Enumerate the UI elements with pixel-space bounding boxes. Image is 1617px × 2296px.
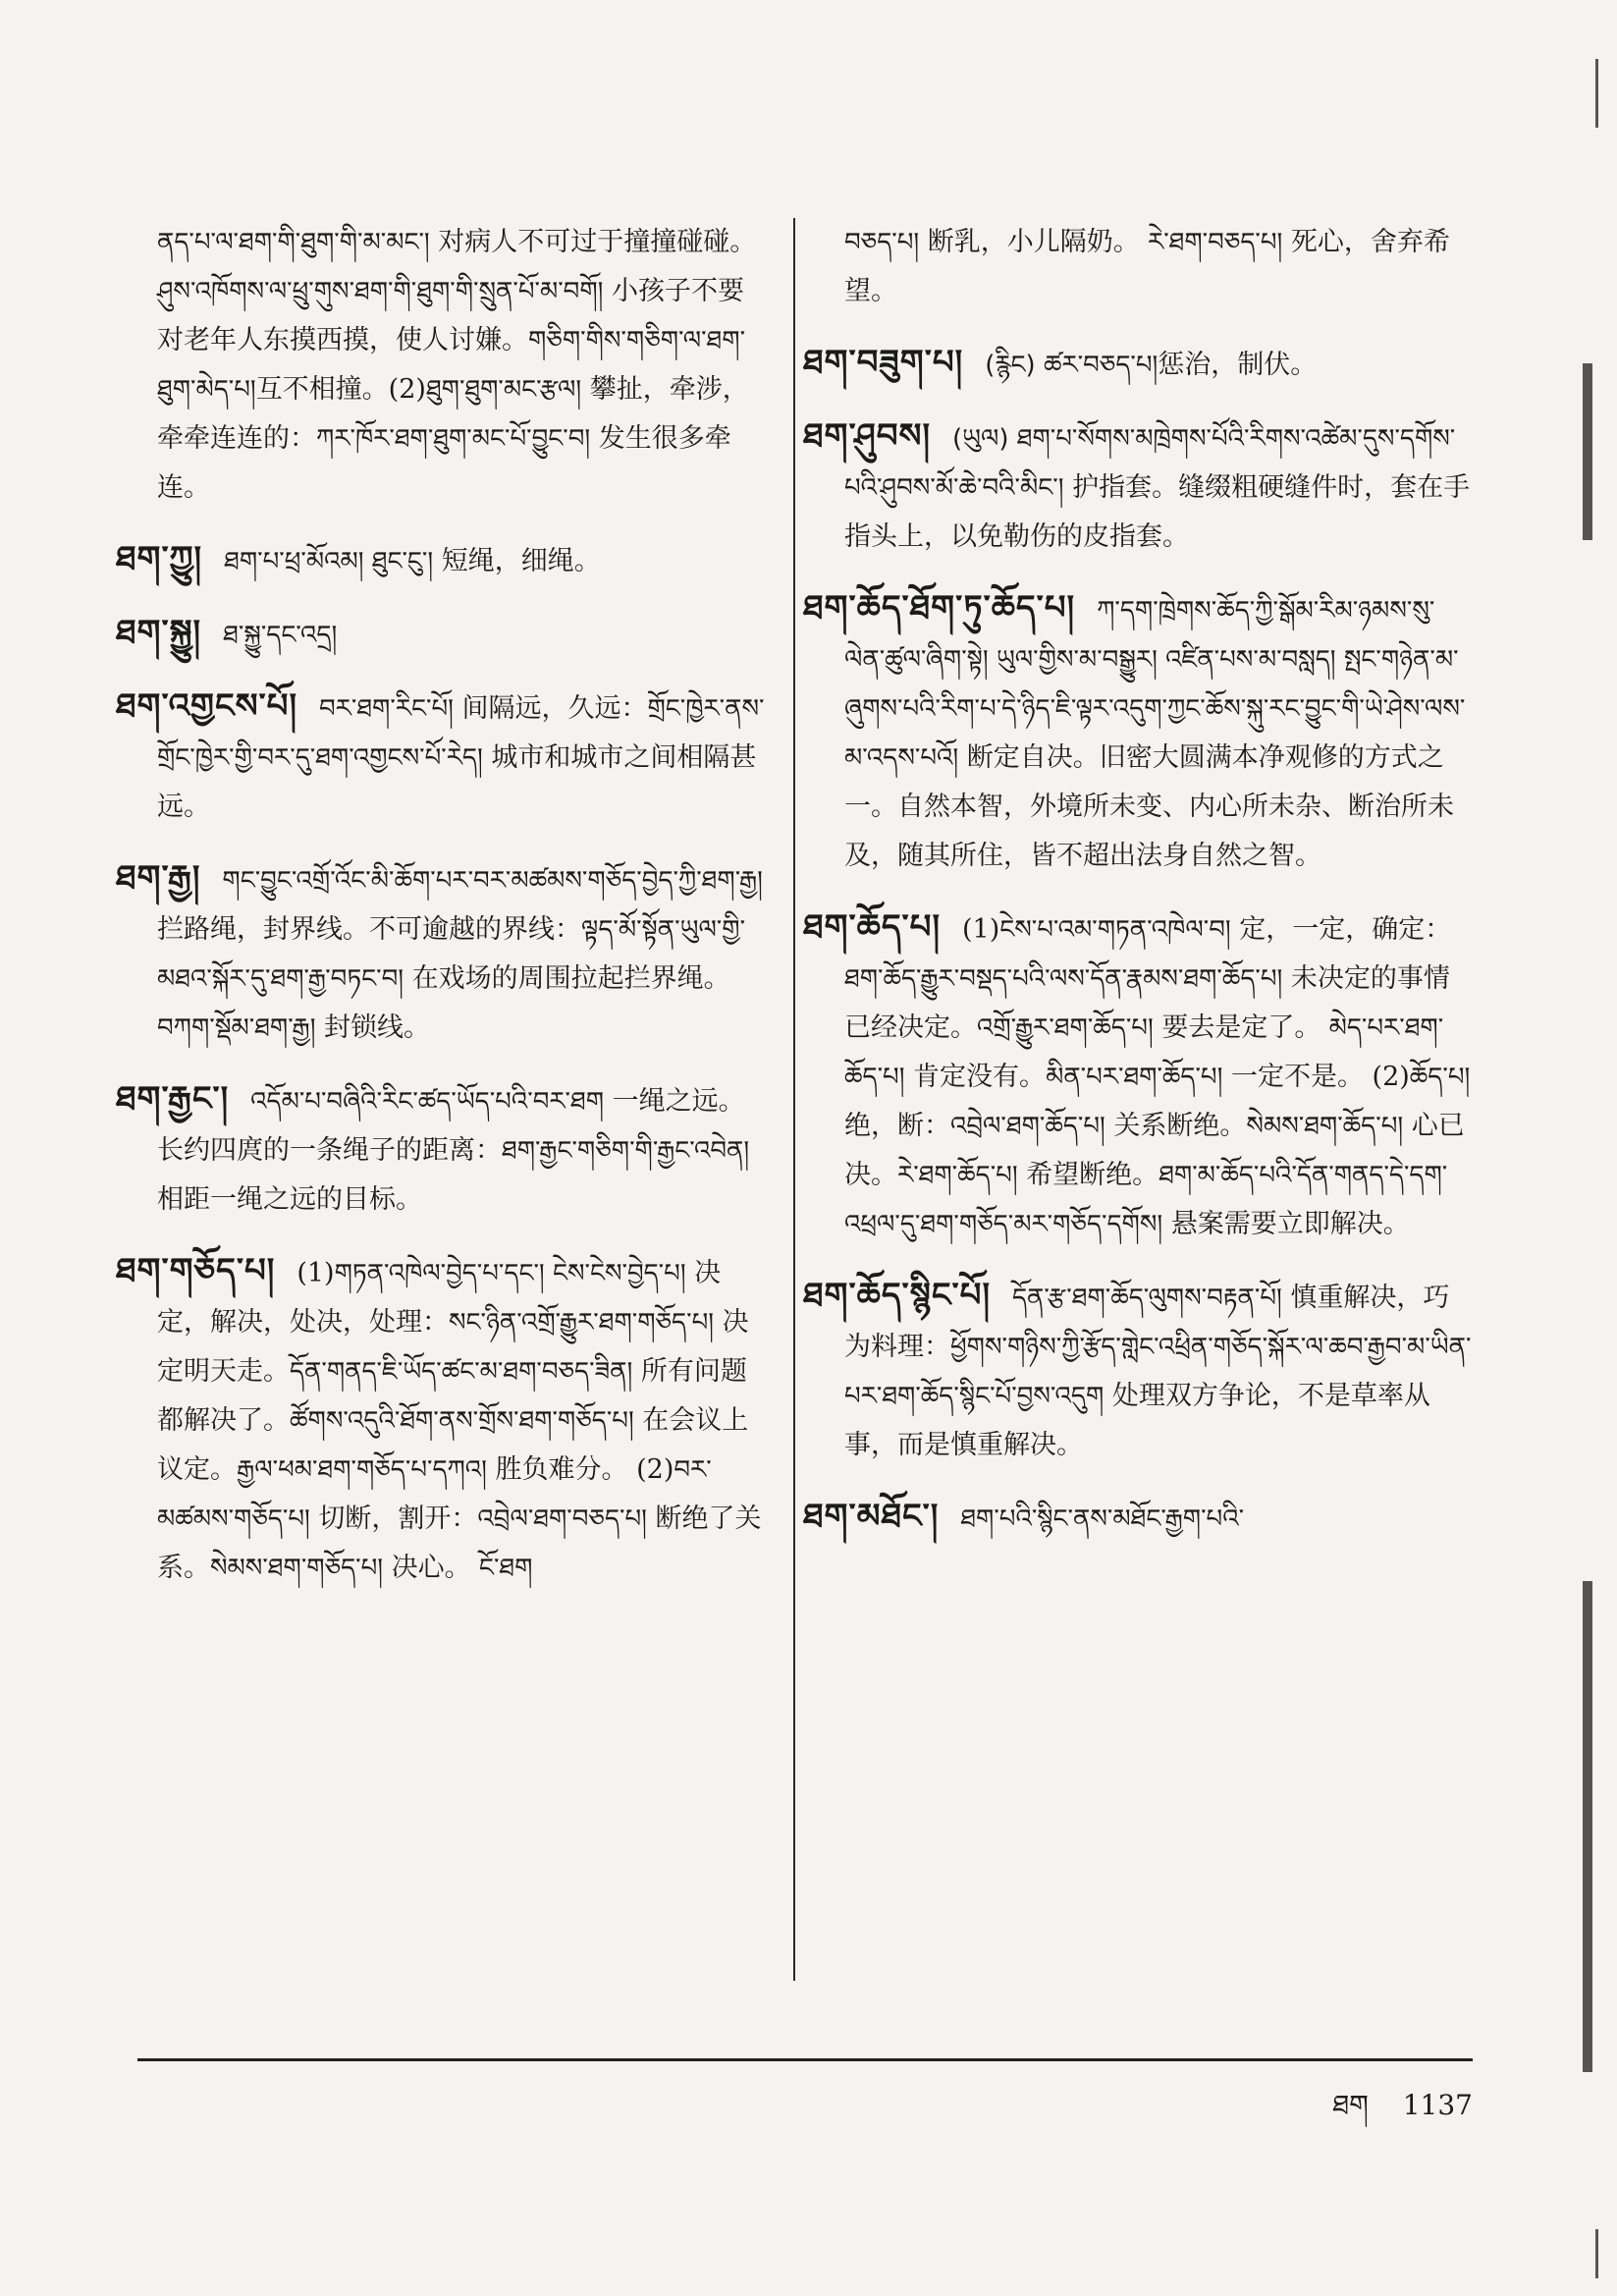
headword: ཐག་སྐྱུ། (116, 613, 202, 652)
chinese-text: 慎重解决，巧为料理： (844, 1283, 1450, 1362)
tibetan-text: ཐག་པ་ཕྲ་མོའམ། ཐུང་ངུ་། (224, 547, 434, 576)
tibetan-text: ཐུག་ཐུག་མང་རྩལ། (425, 375, 582, 405)
tibetan-text: མིན་པར་ཐག་ཆོད་པ། (1046, 1063, 1223, 1092)
chinese-text: 肯定没有。 (904, 1062, 1047, 1092)
tibetan-text: བཀག་སྡོམ་ཐག་རྒྱ། (157, 1013, 316, 1043)
column-divider (793, 218, 795, 1981)
dictionary-entry (116, 608, 766, 660)
tibetan-text: སེམས་ཐག་ཆོད་པ། (1246, 1112, 1404, 1141)
chinese-text: 要去是定了。 (1153, 1012, 1321, 1043)
tibetan-text: དོན་རྩ་ཐག་ཆོད་ལུགས་བརྟན་པོ། (1012, 1284, 1282, 1313)
tibetan-text: གྲོང་ཁྱེར་ནས་གྲོང་ཁྱེར་གྱི་བར་དུ་ཐག་འགྱངས་པོ་རེད། (157, 694, 765, 773)
tibetan-text: ཐ་སྐྱུ་དང་འདྲ། (223, 621, 338, 650)
tibetan-text: ངེས་པ་འམ་གཏན་འཁེལ་བ། (999, 915, 1231, 945)
dictionary-entry (803, 902, 1473, 1249)
dictionary-entry (803, 1271, 1473, 1470)
chinese-text: 心已决。 (844, 1111, 1465, 1190)
chinese-text: 切断，割开： (309, 1503, 478, 1534)
page-number: 1137 (1402, 2089, 1473, 2121)
chinese-text: 所有问题都解决了。 (157, 1356, 747, 1436)
chinese-text: 决定，解决，处决，处理： (157, 1258, 722, 1338)
dictionary-entry (116, 1074, 766, 1225)
tibetan-text: ཚོགས་འདུའི་ཐོག་ནས་གྲོས་ཐག་གཅོད་པ། (290, 1406, 634, 1436)
dictionary-entry (803, 411, 1473, 562)
chinese-text: 相距一绳之远的目标。 (157, 1184, 422, 1215)
chinese-text: 希望断绝。 (1017, 1160, 1159, 1190)
entry-continuation (844, 218, 1473, 316)
chinese-text: 城市和城市之间相隔甚远。 (157, 742, 757, 822)
tibetan-text: གཏན་འཁེལ་བྱེད་པ་དང་། ངེས་ངེས་བྱེད་པ། (334, 1259, 686, 1288)
tibetan-text: བར་མཚམས་གཅོད་པ། (157, 1455, 712, 1534)
tibetan-text: ཆོད་པ། (1409, 1063, 1471, 1092)
headword: ཐག་ཆོད་པ། (803, 907, 941, 947)
right-column (803, 218, 1473, 1565)
chinese-text: 处理双方争论，不是草率从事，而是慎重解决。 (844, 1381, 1430, 1460)
left-column (116, 218, 766, 1614)
tibetan-text: གང་བྱུང་འགྲོ་འོང་མི་ཆོག་པར་བར་མཚམས་གཅོད་བྱེད་ཀྱི་ཐག་རྒྱ། (222, 866, 763, 896)
chinese-text: (1) (962, 914, 1000, 945)
tibetan-text: སང་ཉིན་འགྲོ་རྒྱུར་ཐག་གཅོད་པ། (449, 1308, 715, 1338)
tibetan-text: ཐག་པའི་སྙིང་ནས་མཐོང་རྒྱག་པའི་ (960, 1504, 1245, 1534)
chinese-text: 在会议上议定。 (157, 1405, 749, 1485)
tibetan-text: ཤུས་འཁོགས་ལ་ཕྲུ་གུས་ཐག་གི་ཐུག་གི་སྲུན་པོ་མ་བགོ། (157, 277, 604, 306)
tibetan-text: བར་ཐག་རིང་པོ། (319, 694, 454, 724)
chinese-text: 短绳，细绳。 (433, 546, 601, 576)
headword: ཐག་མཐོང་། (803, 1497, 940, 1536)
chinese-text: 对病人不可过于撞撞碰碰。 (429, 227, 757, 257)
chinese-text: 决定明天走。 (157, 1307, 749, 1387)
chinese-text: 定，一定，确定： (1230, 914, 1452, 945)
entry-continuation (157, 218, 766, 513)
tibetan-text: ཕྱོགས་གཉིས་ཀྱི་རྩོད་གླེང་འཕྲིན་གཅོད་སྐོར་ལ་ཆབ་རྒྱབ་མ་ཡིན་པར་ཐག་ཆོད་སྙིང་པོ་བྱས་འདུག (844, 1333, 1472, 1411)
headword: ཐག་ཀྱུ། (116, 539, 203, 578)
tibetan-text: རེ་ཐག་བཅད་པ། (1139, 228, 1283, 257)
chinese-text: 发生很多牵连。 (157, 423, 731, 503)
chinese-text: 悬案需要立即解决。 (1162, 1209, 1410, 1239)
tibetan-text: གཅིག་གིས་གཅིག་ལ་ཐག་ཐུག་མེད་པ། (157, 326, 746, 405)
headword: ཐག་བཟུག་པ། (803, 343, 964, 382)
chinese-text: (1) (296, 1258, 335, 1288)
chinese-text: 间隔远，久远： (453, 693, 648, 724)
chinese-text: 护指套。缝缀粗硬缝件时，套在手指头上，以免勒伤的皮指套。 (844, 472, 1471, 552)
chinese-text: 死心，舍弃希望。 (844, 227, 1450, 306)
chinese-text: 封锁线。 (315, 1012, 431, 1043)
headword: ཐག་གཅོད་པ། (116, 1251, 276, 1290)
dictionary-entry (116, 534, 766, 586)
tibetan-text: (ཡུལ) ཐག་པ་སོགས་མཁྲེགས་པོའི་རིགས་འཚེམ་དུས་དགོས་པའི་ཤུབས་མོ་ཆེ་བའི་མིང་། (844, 424, 1456, 503)
chinese-text: 决心。 (383, 1553, 471, 1583)
headword: ཐག་ཆོད་སྙིང་པོ། (803, 1276, 991, 1315)
tibetan-text: མེད་པར་ཐག་ཆོད་པ། (844, 1013, 1444, 1092)
running-head: ཐག (1332, 2089, 1369, 2121)
tibetan-text: ཐག་རྒྱང་གཅིག་གི་རྒྱང་འབེན། (502, 1136, 750, 1166)
dictionary-entry (116, 682, 766, 832)
chinese-text: 绝，断： (844, 1111, 950, 1141)
tibetan-text: རེ་ཐག་ཆོད་པ། (897, 1161, 1018, 1190)
chinese-text: 断乳，小儿隔奶。 (919, 227, 1140, 257)
chinese-text: 一定不是。 (2) (1222, 1062, 1410, 1092)
chinese-text: 关系断绝。 (1105, 1111, 1247, 1141)
margin-mark (1595, 2229, 1598, 2278)
tibetan-text: ངོ་ཐག (470, 1554, 533, 1583)
tibetan-text: སེམས་ཐག་གཅོད་པ། (210, 1554, 384, 1583)
page-footer (1237, 2074, 1473, 2152)
chinese-text: 拦路绳，封界线。不可逾越的界线： (157, 914, 581, 945)
tibetan-text: ཐག་མ་ཆོད་པའི་དོན་གནད་དེ་དག་འཕྲལ་དུ་ཐག་གཅོད་མར་གཅོད་དགོས། (844, 1161, 1448, 1239)
dictionary-entry (803, 583, 1473, 881)
tibetan-text: རྒྱལ་ཕམ་ཐག་གཅོད་པ་དཀའ། (237, 1455, 487, 1485)
dictionary-entry (116, 853, 766, 1053)
chinese-text: 断绝了关系。 (157, 1503, 762, 1583)
chinese-text: 胜负难分。 (2) (486, 1454, 674, 1485)
dictionary-entry (803, 1492, 1473, 1544)
chinese-text: 未决定的事情已经决定。 (844, 963, 1450, 1043)
tibetan-text: ཐག་ཆོད་རྒྱུར་བསྡད་པའི་ལས་དོན་རྣམས་ཐག་ཆོད་པ། (844, 964, 1283, 994)
margin-mark (1583, 363, 1592, 540)
tibetan-text: འདོམ་པ་བཞིའི་རིང་ཚད་ཡོད་པའི་བར་ཐག (250, 1087, 605, 1117)
dictionary-entry (116, 1246, 766, 1593)
headword: ཐག་འགྱངས་པོ། (116, 686, 297, 726)
tibetan-text: འགྲོ་རྒྱུར་ཐག་ཆོད་པ། (977, 1013, 1154, 1043)
tibetan-text: འབྲེལ་ཐག་བཅད་པ། (477, 1504, 647, 1534)
chinese-text: 断定自决。旧密大圆满本净观修的方式之一。自然本智，外境所未变、内心所未杂、断治所未及，随其所住，皆不超出法身自然之智。 (844, 742, 1454, 871)
headword: ཐག་རྒྱང་། (116, 1079, 230, 1119)
margin-mark (1583, 1581, 1592, 2072)
tibetan-text: དོན་གནད་ཇི་ཡོད་ཚང་མ་ཐག་བཅད་ཟིན། (290, 1357, 633, 1387)
chinese-text: 小孩子不要对老年人东摸西摸，使人讨嫌。 (157, 276, 745, 355)
margin-mark (1595, 59, 1598, 128)
tibetan-text: བཅད་པ། (844, 228, 920, 257)
bottom-rule (137, 2058, 1473, 2061)
tibetan-text: (རྙིང) ཚར་བཅད་པ། (985, 351, 1159, 380)
chinese-text: 一绳之远。长约四庹的一条绳子的距离： (157, 1086, 745, 1166)
headword: ཐག་ཆོད་ཐོག་ཏུ་ཆོད་པ། (803, 588, 1076, 628)
headword: ཐག་རྒྱ། (116, 858, 201, 898)
chinese-text: 攀扯，牵涉，牵牵连连的： (157, 374, 749, 454)
headword: ཐག་ཤུབས། (803, 416, 932, 456)
dictionary-entry (803, 338, 1473, 390)
chinese-text: 互不相撞。(2) (255, 374, 426, 405)
tibetan-text: ལྟད་མོ་སྟོན་ཡུལ་གྱི་མཐའ་སྐོར་དུ་ཐག་རྒྱ་བཏང་བ། (157, 915, 746, 994)
chinese-text: 惩治，制伏。 (1158, 350, 1318, 380)
tibetan-text: འབྲེལ་ཐག་ཆོད་པ། (950, 1112, 1105, 1141)
tibetan-text: ནད་པ་ལ་ཐག་གི་ཐུག་གི་མ་མང་། (157, 228, 430, 257)
tibetan-text: ཀར་ཁོར་ཐག་ཐུག་མང་པོ་བྱུང་བ། (316, 424, 591, 454)
tibetan-text: ཀ་དག་ཁྲེགས་ཆོད་ཀྱི་སྒོམ་རིམ་ཉམས་སུ་ལེན་ཚུལ་ཞིག་སྟེ། ཡུལ་གྱིས་མ་བསྒྱུར། འཛིན་པས་མ་བསླད། སྤང་གཉེན་མ་ཞུགས་པའི་རིག་པ་དེ་ཉིད་ཇི་ལྟར་འདུག་ཀྱང་ཆོས་སྐུ་རང་བྱུང་གི་ཡེ་ཤེས་ལས་མ་འདས་པའོ། (844, 596, 1466, 773)
chinese-text: 在戏场的周围拉起拦界绳。 (404, 963, 730, 994)
